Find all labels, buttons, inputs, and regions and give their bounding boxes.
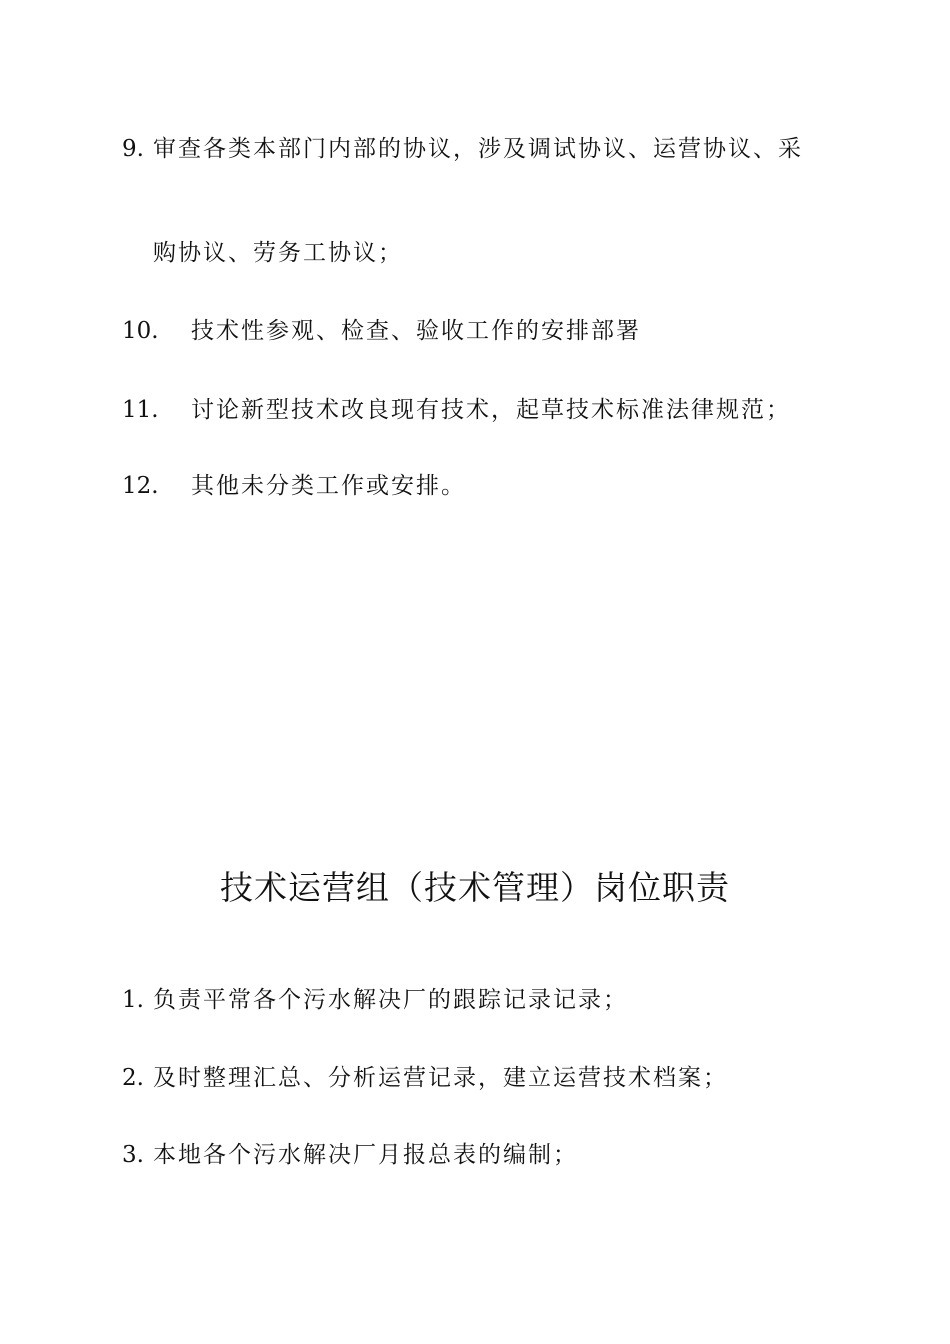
item-number: 12. — [122, 473, 159, 499]
item-number: 10. — [122, 318, 159, 344]
item-number: 1. — [122, 987, 144, 1013]
item-text: 本地各个污水解决厂月报总表的编制； — [153, 1142, 578, 1168]
item-number: 9. — [122, 136, 144, 162]
item-text: 及时整理汇总、分析运营记录，建立运营技术档案； — [153, 1065, 728, 1091]
item-text: 讨论新型技术改良现有技术，起草技术标准法律规范； — [191, 397, 791, 423]
item-text-continuation: 购协议、劳务工协议； — [153, 240, 403, 266]
section-title: 技术运营组（技术管理）岗位职责 — [220, 868, 730, 907]
item-number: 2. — [122, 1065, 144, 1091]
item-text: 审查各类本部门内部的协议，涉及调试协议、运营协议、采 — [153, 136, 803, 162]
item-text: 技术性参观、检查、验收工作的安排部署 — [191, 318, 641, 344]
item-number: 3. — [122, 1142, 144, 1168]
item-number: 11. — [122, 397, 159, 423]
item-text: 其他未分类工作或安排。 — [191, 473, 466, 499]
item-text: 负责平常各个污水解决厂的跟踪记录记录； — [153, 987, 628, 1013]
